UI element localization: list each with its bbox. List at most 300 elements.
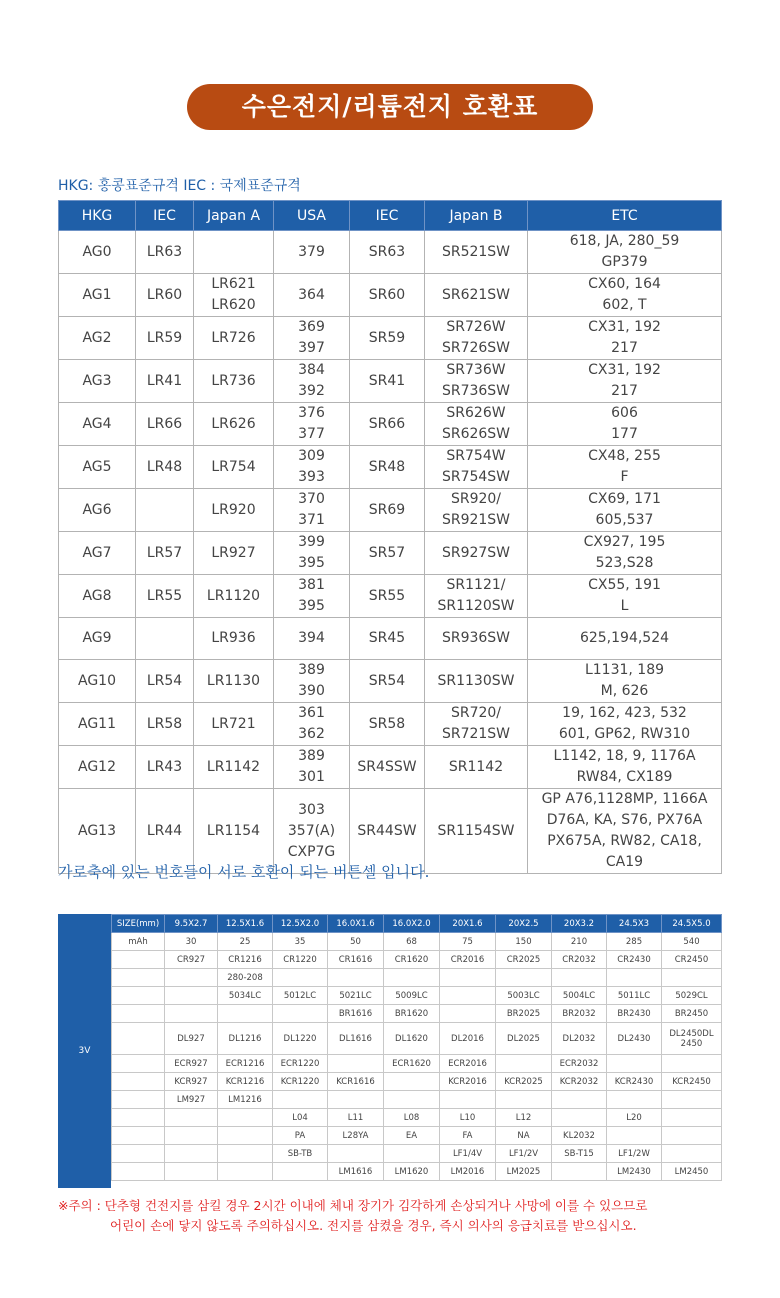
cell-line: CX927, 195 [583,534,666,550]
lithium-header-cell: 20X1.6 [440,915,496,933]
lithium-table-wrap [58,914,721,1188]
table-cell: LM1620 [384,1163,440,1181]
table-cell [274,489,350,532]
cell-line: LR1154 [206,822,261,839]
cell-line: AG8 [82,587,112,604]
table-cell [59,618,136,660]
table-cell [112,1109,165,1127]
cell-line: LR927 [211,544,256,561]
cell-line: SR736W [446,362,506,378]
cell-line: SR721SW [441,726,511,742]
table-row [59,660,722,703]
cell-line: PX675A, RW82, CA18, [547,833,702,849]
table-row [112,1109,722,1127]
table-cell: CR927 [165,951,218,969]
table-cell: ECR1620 [384,1055,440,1073]
table-cell [552,969,607,987]
cell-line: 392 [298,383,325,399]
table-cell [112,1055,165,1073]
table-row [112,987,722,1005]
table-cell [136,618,194,660]
table-cell: 150 [496,933,552,951]
cell-line: SR621SW [441,286,511,303]
table-cell [528,403,722,446]
cell-line: 309 [298,448,325,464]
table-cell [662,969,722,987]
table-cell [112,1145,165,1163]
cell-line: SR63 [368,243,406,260]
table-cell [136,532,194,575]
warning-text [58,1196,721,1236]
compat-header-cell: Japan B [425,201,528,231]
table-row [112,1005,722,1023]
cell-line: LR1130 [206,672,261,689]
table-cell [274,317,350,360]
table-cell: LM2016 [440,1163,496,1181]
table-cell [662,1055,722,1073]
table-cell: LM2450 [662,1163,722,1181]
table-cell [350,575,425,618]
cell-line: LR54 [146,672,183,689]
table-cell: 25 [218,933,273,951]
table-cell: LM1216 [218,1091,273,1109]
cell-line: 357(A) [287,822,336,839]
cell-line: 394 [298,630,325,646]
cell-line: SR736SW [441,383,511,399]
table-cell [194,489,274,532]
compat-header-cell: IEC [350,201,425,231]
cell-line: 177 [611,426,638,442]
lithium-header-cell: 20X3.2 [552,915,607,933]
table-cell [136,489,194,532]
table-cell [59,317,136,360]
cell-line: CX55, 191 [588,577,661,593]
cell-line: 301 [298,769,325,785]
table-row [112,969,722,987]
cell-line: AG10 [78,672,116,689]
cell-line: LR726 [211,329,256,346]
table-cell [112,1005,165,1023]
table-cell [350,746,425,789]
legend-text: HKG: 홍콩표준규격 IEC : 국제표준규격 [58,178,301,194]
cell-line: SR60 [368,286,406,303]
compat-table-header [59,201,722,231]
table-cell [112,1073,165,1091]
table-cell: 540 [662,933,722,951]
table-cell: DL2032 [552,1023,607,1055]
cell-line: SR1121/ [446,577,506,593]
lithium-header-cell: 12.5X2.0 [273,915,328,933]
table-cell: L12 [496,1109,552,1127]
cell-line: SR720/ [450,705,502,721]
table-cell [425,746,528,789]
cell-line: AG12 [78,758,116,775]
table-cell [59,532,136,575]
lithium-header-cell: 12.5X1.6 [218,915,273,933]
table-cell [112,1023,165,1055]
table-cell [350,703,425,746]
table-cell [112,987,165,1005]
cell-line: 601, GP62, RW310 [558,726,691,742]
cell-line: GP A76,1128MP, 1166A [541,791,708,807]
cell-line: LR66 [146,415,183,432]
table-cell: DL2450DL 2450 [662,1023,722,1055]
table-row [112,1145,722,1163]
cell-line: LR620 [211,297,256,313]
cell-line: AG0 [82,243,112,260]
cell-line: 369 [298,319,325,335]
table-row [59,446,722,489]
table-cell: BR1620 [384,1005,440,1023]
cell-line: LR43 [146,758,183,775]
cell-line: SR626W [446,405,506,421]
cell-line: 625,194,524 [579,630,670,646]
table-cell: CR2032 [552,951,607,969]
table-cell [136,703,194,746]
table-cell [218,1163,273,1181]
table-cell: 5029CL [662,987,722,1005]
table-cell [194,532,274,575]
cell-line: AG3 [82,372,112,389]
table-cell [274,575,350,618]
table-cell [194,360,274,403]
table-cell: DL2025 [496,1023,552,1055]
cell-line: SR521SW [441,243,511,260]
table-cell: DL1620 [384,1023,440,1055]
cell-line: CX31, 192 [588,319,661,335]
table-cell [528,660,722,703]
table-cell [440,969,496,987]
cell-line: SR55 [368,587,406,604]
cell-line: L1131, 189 [584,662,665,678]
lithium-header-cell: 24.5X5.0 [662,915,722,933]
table-cell [112,1091,165,1109]
cell-line: SR1120SW [437,598,515,614]
table-cell: KCR2025 [496,1073,552,1091]
table-cell [273,1091,328,1109]
cell-line: LR59 [146,329,183,346]
cell-line: AG1 [82,286,112,303]
cell-line: LR936 [211,630,256,646]
table-cell [662,1127,722,1145]
cell-line: 602, T [602,297,647,313]
table-cell [273,969,328,987]
table-row [112,1163,722,1181]
table-cell: 50 [328,933,384,951]
cell-line: CX48, 255 [588,448,661,464]
table-cell: ECR927 [165,1055,218,1073]
table-cell: L08 [384,1109,440,1127]
cell-line: CX69, 171 [588,491,661,507]
table-cell [112,1127,165,1145]
table-row [112,951,722,969]
table-cell [496,1055,552,1073]
table-row [59,575,722,618]
table-cell [59,575,136,618]
table-cell: DL2430 [607,1023,662,1055]
table-cell [528,360,722,403]
table-row [112,1023,722,1055]
cell-line: SR754SW [441,469,511,485]
table-cell [194,231,274,274]
table-cell [350,231,425,274]
cell-line: 376 [298,405,325,421]
table-cell [274,703,350,746]
table-cell: ECR1220 [273,1055,328,1073]
table-cell [440,1091,496,1109]
cell-line: CXP7G [287,843,336,860]
table-cell [194,575,274,618]
cell-line: 303 [298,801,325,818]
lithium-header-cell: SIZE(mm) [112,915,165,933]
table-cell [328,1091,384,1109]
cell-line: F [620,469,629,485]
table-cell [274,532,350,575]
table-row [112,1127,722,1145]
lithium-header-cell: 16.0X2.0 [384,915,440,933]
table-cell: CR2016 [440,951,496,969]
table-row [59,360,722,403]
table-row [59,231,722,274]
cell-line: M, 626 [600,683,649,699]
cell-line: LR41 [146,372,183,389]
cell-line: 384 [298,362,325,378]
table-cell [607,1055,662,1073]
lithium-header-cell: 9.5X2.7 [165,915,218,933]
cell-line: SR66 [368,415,406,432]
table-cell [165,969,218,987]
cell-line: SR726W [446,319,506,335]
cell-line: AG2 [82,329,112,346]
table-cell: PA [273,1127,328,1145]
table-row [112,1073,722,1091]
table-row [112,1091,722,1109]
cell-line: SR927SW [441,544,511,561]
cell-line: 397 [298,340,325,356]
cell-line: L1142, 18, 9, 1176A [553,748,696,764]
table-cell [425,789,528,874]
table-cell [350,446,425,489]
table-cell [59,703,136,746]
table-cell: KCR2450 [662,1073,722,1091]
cell-line: 370 [298,491,325,507]
table-cell [136,274,194,317]
compat-header-cell: USA [274,201,350,231]
cell-line: LR55 [146,587,183,604]
table-cell [194,317,274,360]
voltage-label: 3V [58,914,111,1188]
table-cell [59,489,136,532]
compat-note: 가로축에 있는 번호들이 서로 호환이 되는 버튼셀 입니다. [58,863,430,881]
cell-line: LR754 [211,458,256,475]
table-cell: L10 [440,1109,496,1127]
compat-header-cell: HKG [59,201,136,231]
table-cell: CR2430 [607,951,662,969]
table-cell [662,1109,722,1127]
table-cell: 68 [384,933,440,951]
table-cell: 5004LC [552,987,607,1005]
table-cell: L28YA [328,1127,384,1145]
table-cell [425,575,528,618]
table-cell [218,1127,273,1145]
table-cell [425,360,528,403]
table-cell: CR1220 [273,951,328,969]
table-cell [528,532,722,575]
table-cell: CR2450 [662,951,722,969]
table-cell [218,1145,273,1163]
table-cell [607,1127,662,1145]
table-cell [528,446,722,489]
table-cell [350,618,425,660]
table-cell [350,660,425,703]
table-cell [59,746,136,789]
cell-line: LR621 [211,276,256,292]
table-cell: LM2430 [607,1163,662,1181]
table-cell: SB-T15 [552,1145,607,1163]
cell-line: LR58 [146,715,183,732]
table-cell: 210 [552,933,607,951]
table-cell: CR1620 [384,951,440,969]
cell-line: SR921SW [441,512,511,528]
table-cell: KCR1616 [328,1073,384,1091]
table-cell [552,1091,607,1109]
table-cell [528,575,722,618]
cell-line: AG7 [82,544,112,561]
table-cell [425,231,528,274]
cell-line: D76A, KA, S76, PX76A [546,812,703,828]
table-cell [528,489,722,532]
table-cell [59,403,136,446]
cell-line: 371 [298,512,325,528]
table-cell: DL1220 [273,1023,328,1055]
table-cell [136,317,194,360]
cell-line: AG4 [82,415,112,432]
cell-line: 361 [298,705,325,721]
cell-line: 19, 162, 423, 532 [562,705,687,721]
table-cell: ECR1216 [218,1055,273,1073]
table-cell: DL1616 [328,1023,384,1055]
table-cell [136,403,194,446]
cell-line: RW84, CX189 [576,769,673,785]
table-cell [112,1163,165,1181]
table-cell [112,969,165,987]
cell-line: SR1154SW [437,822,515,839]
table-cell [350,274,425,317]
table-cell: KCR1216 [218,1073,273,1091]
compat-header-cell: ETC [528,201,722,231]
table-cell [528,274,722,317]
table-cell: FA [440,1127,496,1145]
table-cell: LF1/2W [607,1145,662,1163]
cell-line: SR626SW [441,426,511,442]
table-cell [425,403,528,446]
cell-line: 393 [298,469,325,485]
cell-line: AG9 [82,630,112,646]
table-cell: KL2032 [552,1127,607,1145]
table-cell [350,317,425,360]
table-cell [425,274,528,317]
cell-line: SR41 [368,372,406,389]
cell-line: 605,537 [595,512,654,528]
table-cell: L11 [328,1109,384,1127]
table-cell: BR2032 [552,1005,607,1023]
table-cell [528,618,722,660]
cell-line: SR69 [368,501,406,518]
table-cell [425,618,528,660]
table-cell: 5012LC [273,987,328,1005]
table-cell [136,575,194,618]
table-cell [552,1163,607,1181]
table-cell: CR1616 [328,951,384,969]
table-cell [496,1091,552,1109]
table-cell [662,1145,722,1163]
cell-line: LR44 [146,822,183,839]
cell-line: 217 [611,340,638,356]
table-cell [384,1073,440,1091]
table-cell [218,1109,273,1127]
page-title: 수은전지/리튬전지 호환표 [187,84,593,130]
cell-line: AG13 [78,822,116,839]
cell-line: 399 [298,534,325,550]
table-cell [274,274,350,317]
table-cell [274,360,350,403]
lithium-table [111,914,722,1181]
cell-line: 395 [298,555,325,571]
cell-line: 362 [298,726,325,742]
table-cell [607,969,662,987]
table-cell [194,660,274,703]
table-cell [328,969,384,987]
table-cell [496,969,552,987]
table-cell [425,660,528,703]
table-cell [194,618,274,660]
table-cell [194,746,274,789]
table-cell: KCR2430 [607,1073,662,1091]
cell-line: 381 [298,577,325,593]
cell-line: 389 [298,748,325,764]
warning-line-2: 어린이 손에 닿지 않도록 주의하십시오. 전지를 삼켰을 경우, 즉시 의사의 응급치료를 받으십시오. [110,1218,637,1233]
table-cell [194,403,274,446]
table-cell: 5011LC [607,987,662,1005]
compat-header-cell: Japan A [194,201,274,231]
cell-line: SR726SW [441,340,511,356]
cell-line: SR58 [368,715,406,732]
cell-line: LR1142 [206,758,261,775]
table-cell: LF1/4V [440,1145,496,1163]
table-cell [425,317,528,360]
table-cell [59,231,136,274]
table-cell [662,1091,722,1109]
table-row [59,618,722,660]
table-row [59,532,722,575]
cell-line: LR626 [211,415,256,432]
table-cell [136,660,194,703]
table-cell: CR2025 [496,951,552,969]
table-cell: 35 [273,933,328,951]
cell-line: LR57 [146,544,183,561]
table-cell [59,360,136,403]
table-cell [194,274,274,317]
table-cell [384,1145,440,1163]
table-cell: BR1616 [328,1005,384,1023]
cell-line: AG11 [78,715,116,732]
table-cell [440,987,496,1005]
cell-line: CX60, 164 [588,276,661,292]
table-cell [165,1005,218,1023]
table-row [59,403,722,446]
table-cell [218,1005,273,1023]
cell-line: SR1142 [448,758,504,775]
